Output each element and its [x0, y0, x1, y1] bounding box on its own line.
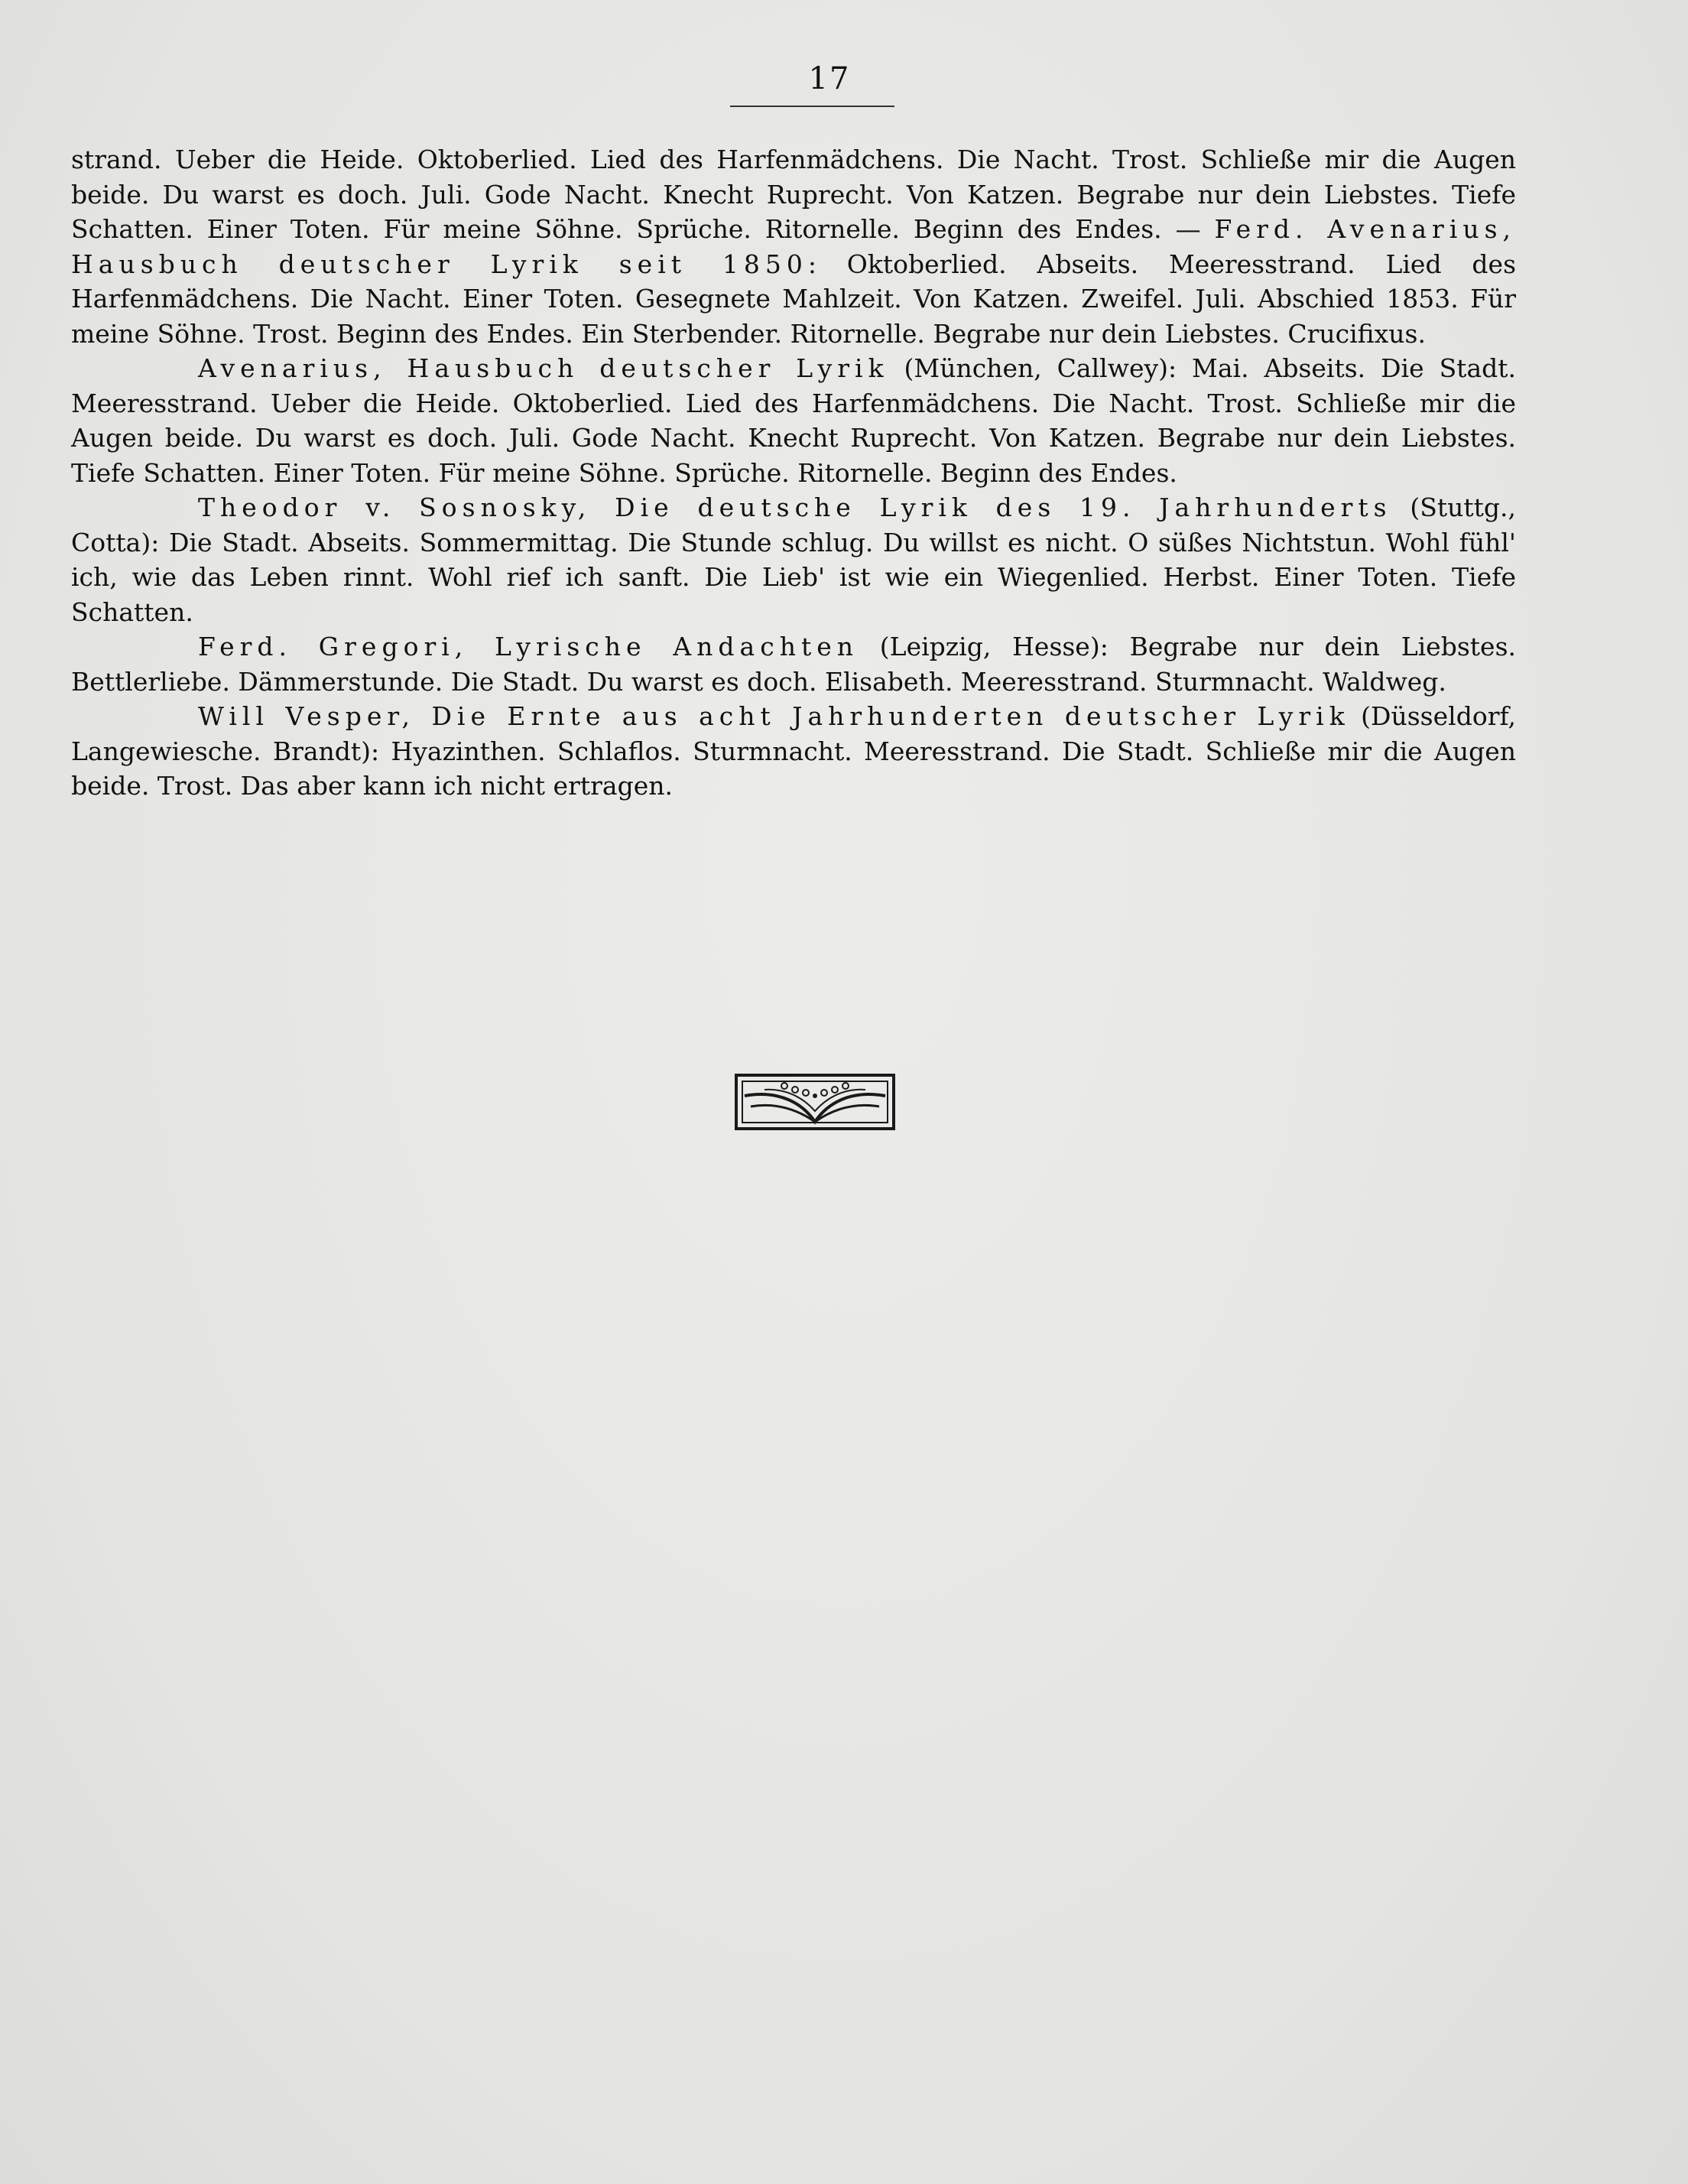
page-number: 17 [808, 61, 851, 96]
art-nouveau-vignette-icon [734, 1073, 896, 1131]
anthology-title: Theodor v. Sosnosky, Die deutsche Lyrik des 19. Jahrhunderts [198, 492, 1392, 522]
paragraph [71, 351, 1516, 490]
body-text [71, 142, 1516, 804]
poem-list-text: (Stuttg., Cotta): Die Stadt. Abseits. Sommermittag. Die Stunde schlug. Du willst es nicht. O süßes Nichtstun. Wohl fühl' ich, wie das Leben rinnt. Wohl rief ich sanft. Die Lieb' ist wie ein Wiegenlied. Herbst. Einer Toten. Tiefe Schatten. [71, 492, 1516, 627]
anthology-title: Ferd. Gregori, Lyrische Andachten [198, 632, 859, 661]
page-number-rule [730, 106, 894, 107]
paragraph [71, 629, 1516, 699]
paragraph [71, 699, 1516, 804]
paragraph [71, 490, 1516, 629]
poem-list-text: strand. Ueber die Heide. Oktoberlied. Lied des Harfenmädchens. Die Nacht. Trost. Schließe mir die Augen beide. Du warst es doch. Juli. Gode Nacht. Knecht Ruprecht. Von Katzen. Begrabe nur dein Liebstes. Tiefe Schatten. Einer Toten. Für meine Söhne. Sprüche. Ritornelle. Beginn des Endes. — [71, 145, 1516, 244]
anthology-title: Will Vesper, Die Ernte aus acht Jahrhunderten deutscher Lyrik [198, 701, 1350, 731]
anthology-title: Avenarius, Hausbuch deutscher Lyrik [198, 353, 889, 383]
paragraph [71, 142, 1516, 351]
poem-list-text: (Düsseldorf, Langewiesche. Brandt): Hyazinthen. Schlaflos. Sturmnacht. Meeresstrand. Die Stadt. Schließe mir die Augen beide. Trost. Das aber kann ich nicht ertragen. [71, 701, 1516, 801]
poem-list-text: (Leipzig, Hesse): Begrabe nur dein Liebstes. Bettlerliebe. Dämmerstunde. Die Stadt. Du warst es doch. Elisabeth. Meeresstrand. Sturmnacht. Waldweg. [71, 632, 1516, 697]
poem-list-text: : Oktoberlied. Abseits. Meeresstrand. Lied des Harfenmädchens. Die Nacht. Einer Toten. Gesegnete Mahlzeit. Von Katzen. Zweifel. Juli. Abschied 1853. Für meine Söhne. Trost. Beginn des Endes. Ein Sterbender. Ritornelle. Begrabe nur dein Liebstes. Crucifixus. [71, 249, 1517, 349]
poem-list-text: (München, Callwey): Mai. Abseits. Die Stadt. Meeresstrand. Ueber die Heide. Oktoberlied. Lied des Harfenmädchens. Die Nacht. Trost. Schließe mir die Augen beide. Du warst es doch. Juli. Gode Nacht. Knecht Ruprecht. Von Katzen. Begrabe nur dein Liebstes. Tiefe Schatten. Einer Toten. Für meine Söhne. Sprüche. Ritornelle. Beginn des Endes. [71, 353, 1516, 488]
anthology-title: Ferd. Avenarius, Hausbuch deutscher Lyrik seit 1850 [71, 214, 1516, 279]
